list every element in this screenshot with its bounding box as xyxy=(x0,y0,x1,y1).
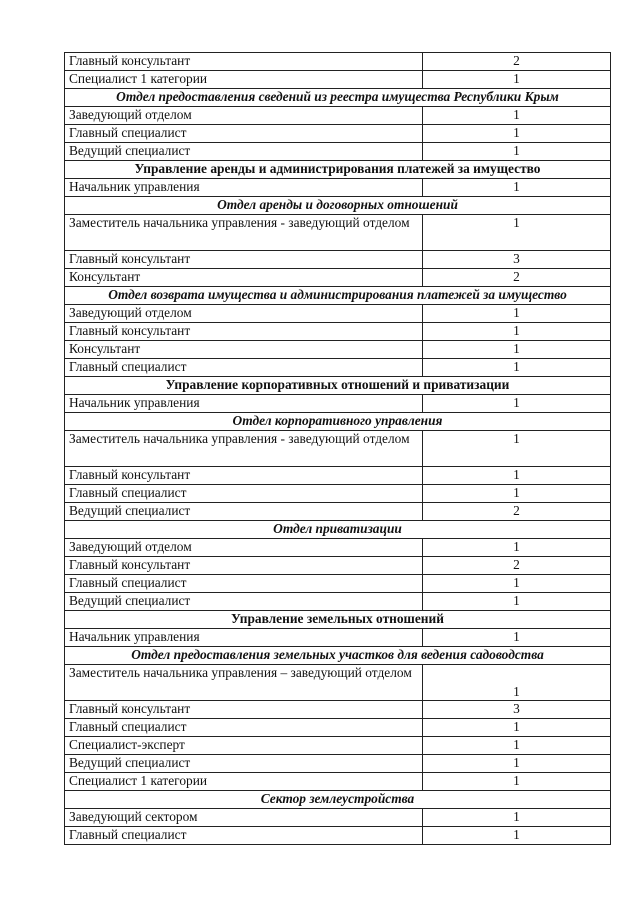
position-title: Специалист 1 категории xyxy=(65,71,423,89)
position-count: 2 xyxy=(423,269,611,287)
position-count: 2 xyxy=(423,53,611,71)
table-row xyxy=(65,395,611,413)
department-header-row xyxy=(65,521,611,539)
table-row xyxy=(65,755,611,773)
position-count: 1 xyxy=(423,125,611,143)
position-count: 1 xyxy=(423,215,611,251)
position-title: Ведущий специалист xyxy=(65,143,423,161)
position-count: 1 xyxy=(423,467,611,485)
position-title: Специалист 1 категории xyxy=(65,773,423,791)
position-title: Главный консультант xyxy=(65,53,423,71)
division-title-cell xyxy=(65,161,611,179)
table-row xyxy=(65,179,611,197)
position-count: 3 xyxy=(423,251,611,269)
position-title: Главный консультант xyxy=(65,701,423,719)
department-header-row xyxy=(65,287,611,305)
table-row xyxy=(65,773,611,791)
table-row xyxy=(65,719,611,737)
table-row xyxy=(65,323,611,341)
table-row xyxy=(65,737,611,755)
position-count: 1 xyxy=(423,773,611,791)
staffing-table-body xyxy=(65,53,611,845)
position-count: 1 xyxy=(423,539,611,557)
position-title: Главный специалист xyxy=(65,125,423,143)
staffing-table xyxy=(64,52,611,845)
division-header-row xyxy=(65,377,611,395)
department-header-row xyxy=(65,647,611,665)
position-count: 1 xyxy=(423,629,611,647)
position-count: 1 xyxy=(423,179,611,197)
position-title: Ведущий специалист xyxy=(65,755,423,773)
table-row xyxy=(65,269,611,287)
table-row xyxy=(65,107,611,125)
table-row xyxy=(65,215,611,251)
table-row xyxy=(65,71,611,89)
position-count: 1 xyxy=(423,395,611,413)
position-count: 1 xyxy=(423,719,611,737)
table-row xyxy=(65,53,611,71)
table-row xyxy=(65,467,611,485)
department-title: Отдел корпоративного управления xyxy=(232,413,443,428)
department-title-cell xyxy=(65,287,611,305)
division-header-row xyxy=(65,161,611,179)
position-title: Главный консультант xyxy=(65,557,423,575)
division-header-row xyxy=(65,611,611,629)
position-count: 2 xyxy=(423,503,611,521)
position-title: Главный специалист xyxy=(65,827,423,845)
department-title: Отдел предоставления земельных участков для ведения садоводства xyxy=(131,647,544,662)
table-row xyxy=(65,143,611,161)
department-title-cell xyxy=(65,647,611,665)
table-row xyxy=(65,485,611,503)
table-row xyxy=(65,827,611,845)
table-row xyxy=(65,359,611,377)
position-count: 1 xyxy=(423,431,611,467)
position-title: Главный специалист xyxy=(65,359,423,377)
position-count: 1 xyxy=(423,575,611,593)
position-title: Ведущий специалист xyxy=(65,503,423,521)
department-title: Отдел приватизации xyxy=(273,521,402,536)
division-title-cell xyxy=(65,611,611,629)
table-row xyxy=(65,809,611,827)
department-title-cell xyxy=(65,413,611,431)
position-count: 1 xyxy=(423,665,611,701)
position-count: 1 xyxy=(423,737,611,755)
position-count: 1 xyxy=(423,485,611,503)
department-header-row xyxy=(65,791,611,809)
department-header-row xyxy=(65,89,611,107)
position-title: Главный консультант xyxy=(65,323,423,341)
department-header-row xyxy=(65,197,611,215)
department-header-row xyxy=(65,413,611,431)
table-row xyxy=(65,557,611,575)
table-row xyxy=(65,251,611,269)
department-title-cell xyxy=(65,791,611,809)
position-count: 1 xyxy=(423,755,611,773)
position-title: Заведующий отделом xyxy=(65,305,423,323)
position-title: Заведующий отделом xyxy=(65,107,423,125)
position-count: 1 xyxy=(423,107,611,125)
position-count: 1 xyxy=(423,305,611,323)
table-row xyxy=(65,575,611,593)
division-title-cell xyxy=(65,377,611,395)
table-row xyxy=(65,503,611,521)
table-row xyxy=(65,125,611,143)
division-title: Управление аренды и администрирования платежей за имущество xyxy=(134,161,541,176)
position-count: 1 xyxy=(423,359,611,377)
table-row xyxy=(65,341,611,359)
department-title: Отдел возврата имущества и администрирования платежей за имущество xyxy=(108,287,567,302)
department-title-cell xyxy=(65,197,611,215)
position-count: 1 xyxy=(423,809,611,827)
department-title: Сектор землеустройства xyxy=(260,791,415,806)
table-row xyxy=(65,701,611,719)
position-title: Ведущий специалист xyxy=(65,593,423,611)
position-title: Начальник управления xyxy=(65,179,423,197)
position-count: 1 xyxy=(423,593,611,611)
position-title: Начальник управления xyxy=(65,629,423,647)
position-title: Заведующий отделом xyxy=(65,539,423,557)
division-title: Управление корпоративных отношений и приватизации xyxy=(165,377,510,392)
position-count: 3 xyxy=(423,701,611,719)
position-title: Консультант xyxy=(65,269,423,287)
table-row xyxy=(65,539,611,557)
division-title: Управление земельных отношений xyxy=(231,611,444,626)
position-title: Заместитель начальника управления – заведующий отделом xyxy=(65,665,423,701)
position-title: Начальник управления xyxy=(65,395,423,413)
table-row xyxy=(65,305,611,323)
department-title: Отдел аренды и договорных отношений xyxy=(217,197,458,212)
position-title: Заведующий сектором xyxy=(65,809,423,827)
table-row xyxy=(65,629,611,647)
position-count: 1 xyxy=(423,341,611,359)
position-count: 1 xyxy=(423,143,611,161)
table-row xyxy=(65,593,611,611)
table-row xyxy=(65,431,611,467)
department-title-cell xyxy=(65,521,611,539)
position-title: Заместитель начальника управления - заведующий отделом xyxy=(65,215,423,251)
position-count: 1 xyxy=(423,827,611,845)
position-title: Заместитель начальника управления - заведующий отделом xyxy=(65,431,423,467)
position-count: 1 xyxy=(423,323,611,341)
department-title: Отдел предоставления сведений из реестра имущества Республики Крым xyxy=(116,89,559,104)
position-title: Главный консультант xyxy=(65,467,423,485)
department-title-cell xyxy=(65,89,611,107)
position-count: 2 xyxy=(423,557,611,575)
position-count: 1 xyxy=(423,71,611,89)
table-row xyxy=(65,665,611,701)
position-title: Главный специалист xyxy=(65,719,423,737)
position-title: Главный специалист xyxy=(65,575,423,593)
position-title: Специалист-эксперт xyxy=(65,737,423,755)
position-title: Главный консультант xyxy=(65,251,423,269)
position-title: Главный специалист xyxy=(65,485,423,503)
position-title: Консультант xyxy=(65,341,423,359)
